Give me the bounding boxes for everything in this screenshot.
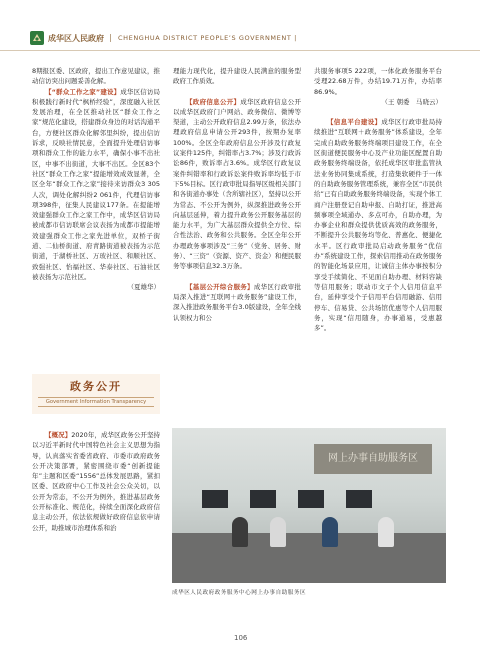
paragraph: 共服务事项5 222项，一体化政务服务平台受理22.68万件，办结19.71万件，办结率86.9%。 [314,67,442,96]
section-tag: 【“群众工作之家”建设】 [45,87,121,96]
header-english-title: CHENGHUA DISTRICT PEOPLE’S GOVERNMENT | [118,34,297,42]
paragraph-government-info-disclosure: 【政府信息公开】成华区政府信息公开以成华区政府门户网站、政务微信、微博等渠道，主动公开政府信息2.99万条，依法办理政府信息申请公开293件，按期办复率100%。全区全年政府信息公开涉及行政复议案件125件，纠错率占3.7%；涉及行政诉讼86件，败诉率占3.6%。成华区行政复议案件纠错率和行政诉讼案件败诉率均低于市下5%目标。区行政审批局指导区级相关部门和各街道办事处（含所辖社区），坚持以公开为常态、不公开为例外，纵深推进政务公开向基层延伸，着力提升政务公开服务基层的能力水平，为广大基层群众提供全方位、综合性法治、政务和公共服务。全区全年公开办理政务事项涉及“三务”（党务、居务、财务）、“三资”（资源、资产、资金）和便民服务等事项信息32.3万条。 [173,97,301,271]
section-tag: 【信息平台建设】 [327,118,382,127]
column-left-lower [32,430,160,533]
section-tag: 【概况】 [45,431,72,439]
monitor-icon [250,490,276,508]
person-figure [270,517,286,547]
column-left [32,66,160,293]
column-right [314,66,442,333]
paragraph-info-platform: 【信息平台建设】成华区行政审批局持续推进“互联网＋政务服务”体系建设，全年完成自助政务服务终端项目建设工作，在全区街道便民服务中心及产业功能区配置自助政务服务终端设备，依托成华区审批监管执法业务协同集成系统，打造集软硬件于一体的自助政务服务管理系统，兼容全区“市民供给”已有自助政务服务终端设备，实现个体工商户注册登记自助申报、自助打证，推进高频事项全域通办、多点可办，自助办理，为办事企业和群众提供优质高效的政务服务，不断提升公共服务均等化、普惠化、便捷化水平。区行政审批局启动政务服务“优信办”系统建设工作，探索信用推动在政务服务的智能化场景应用，让诚信主体办事按积分享受手续简化、不见面自助办理、材料容缺等信用服务；联动市文子个人信用信息平台，延伸享受个子信用平台信用融游、信用停车、信易贷、公共场馆优惠等个人信用服务，实现“信用随身，办事通易，受惠越多”。 [314,118,442,333]
section-subtitle-english: Government Information Transparency [38,397,154,407]
paragraph-grassroots-service: 【基层公开综合服务】成华区行政审批局深入推进“互联网＋政务服务”建设工作，深入推进政务服务平台3.0版建设，全年全线认领权力和公 [173,282,301,322]
author-signature: （夏雄华） [127,283,160,292]
monitor-icon [298,490,324,508]
service-counter [172,533,446,583]
section-heading-box [32,374,160,414]
paragraph: 理能力现代化，提升建设人民满意的服务型政府工作质效。 [173,67,301,86]
paragraph: 8期报区委、区政府，提出工作意见建议，推动信访突出问题妥善化解。 [32,67,160,86]
service-hall-photo [172,428,446,583]
header-separator: | [109,33,112,42]
page-header [0,0,480,51]
author-signature: （王 朝委 马晓云） [381,97,442,106]
person-figure [322,517,338,547]
header-title: 成华区人民政府 [48,34,104,43]
section-tag: 【政府信息公开】 [186,97,241,106]
monitor-icon [346,490,372,508]
district-emblem-icon [30,31,44,45]
paragraph-overview: 【概况】2020年，成华区政务公开坚持以习近平新时代中国特色社会主义思想为指导，认真落实省委省政府、市委市政府政务公开决策部署，紧密围绕市委“创新提能年”主题和区委“1556”总体发展思路，紧扣区委、区政府中心工作及社会公众关切，以公开为常态，不公开为例外，推进基层政务公开标准化、规范化，持续全面深化政府信息主动公开，依法依规做好政府信息依申请公开，助推城市治理体系和治 [32,431,161,532]
page-number: 106 [234,634,248,642]
photo-caption: 成华区人民政府政务服务中心网上办事自助服务区 [172,590,307,596]
section-tag: 【基层公开综合服务】 [186,282,254,291]
person-figure [378,517,394,547]
section-title: 政务公开 [70,380,122,393]
column-middle [173,66,301,323]
monitor-icon [202,490,228,508]
person-figure [232,517,248,547]
service-area-sign: 网上办事自助服务区 [314,444,432,474]
paragraph-masses-work-home: 【“群众工作之家”建设】成华区信访局积极践行新时代“枫桥经验”，深度融入社区发展治理，在全区推动社区“群众工作之家”规范化建设，搭建群众身边的对话沟通平台，方便社区群众化解邻里纠纷，提出信访诉求，反映社情民意，全面提升处理信访事项和群众工作的能力水平，确保小事不出社区，中事不出街道，大事不出区。全区83个社区“群众工作之家”提能增效成效显著，全区全年“群众工作之家”接待来访群众3 305人次，调处化解纠纷2 061件，代理信访事项398件，征集人民建议177条。在提能增效建强群众工作之家工作中，成华区信访局被成都市信访联席会议表扬为成都市提能增效建强群众工作之家先进单位，双桥子街道、二仙桥街道、府青路街道被表扬为示范街道，于湖桥社区、万玻社区、和顺社区、致强社区、怡福社区、华泰社区、石油社区被表扬为示范社区。 [32,87,161,281]
